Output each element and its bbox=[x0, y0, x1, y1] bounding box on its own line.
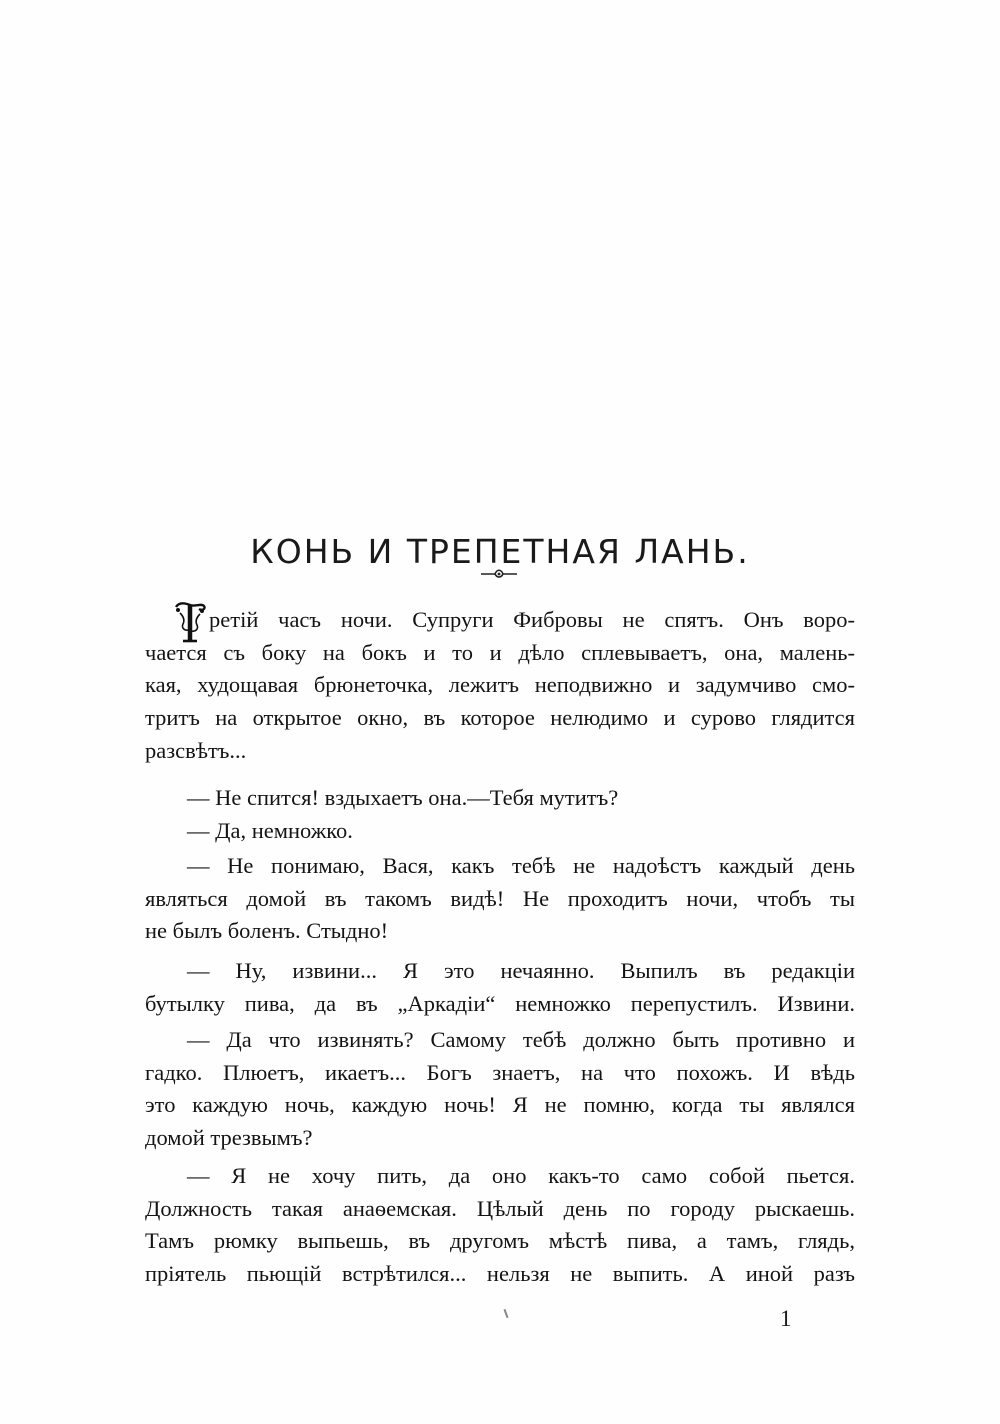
paragraph-7 bbox=[145, 1160, 855, 1291]
paragraph-5 bbox=[145, 955, 855, 1020]
title-ornament-icon bbox=[479, 566, 519, 582]
page-number: 1 bbox=[780, 1306, 792, 1331]
text-line: — Не спится! вздыхаетъ она.—Тебя мутитъ? bbox=[187, 785, 619, 810]
paragraph-6 bbox=[145, 1024, 855, 1155]
text-line: — Я не хочу пить, да оно какъ-то само собой пьется. bbox=[187, 1163, 855, 1188]
paragraph-3 bbox=[145, 815, 855, 848]
text-line: — Не понимаю, Вася, какъ тебѣ не надоѣстъ каждый день bbox=[187, 853, 855, 878]
text-line: чается съ боку на бокъ и то и дѣло сплевываетъ, она, малень- bbox=[145, 639, 855, 665]
text-line: — Ну, извини... Я это нечаянно. Выпилъ въ редакціи bbox=[187, 958, 855, 983]
text-line: Тамъ рюмку выпьешь, въ другомъ мѣстѣ пива, а тамъ, глядь, bbox=[145, 1228, 855, 1254]
paragraph-1 bbox=[145, 604, 855, 768]
text-line: тритъ на открытое окно, въ которое нелюдимо и сурово глядится bbox=[145, 705, 855, 731]
text-line: Должность такая анаѳемская. Цѣлый день по городу рыскаешь. bbox=[145, 1195, 855, 1221]
text-line: гадко. Плюетъ, икаетъ... Богъ знаетъ, на что похожъ. И вѣдь bbox=[145, 1059, 855, 1085]
text-line: — Да что извинять? Самому тебѣ должно быть противно и bbox=[187, 1027, 855, 1052]
text-line: домой трезвымъ? bbox=[145, 1125, 313, 1151]
text-line: кая, худощавая брюнеточка, лежитъ неподвижно и задумчиво смо- bbox=[145, 672, 855, 698]
text-line: пріятель пьющій встрѣтился... нельзя не выпить. А иной разъ bbox=[145, 1261, 855, 1287]
text-line: разсвѣтъ... bbox=[145, 737, 247, 763]
chapter-title: КОНЬ И ТРЕПЕТНАЯ ЛАНЬ. bbox=[250, 532, 750, 572]
text-line: это каждую ночь, каждую ночь! Я не помню, когда ты являлся bbox=[145, 1092, 855, 1118]
print-speck bbox=[504, 1309, 509, 1318]
text-line: являться домой въ такомъ видѣ! Не проходитъ ночи, чтобъ ты bbox=[145, 885, 855, 911]
text-line: бутылку пива, да въ „Аркадіи“ немножко перепустилъ. Извини. bbox=[145, 990, 855, 1016]
text-line: ретій часъ ночи. Супруги Фибровы не спятъ. Онъ воро- bbox=[209, 607, 855, 632]
text-line: — Да, немножко. bbox=[187, 818, 353, 843]
paragraph-4 bbox=[145, 850, 855, 948]
paragraph-2 bbox=[145, 782, 855, 815]
text-line: не былъ боленъ. Стыдно! bbox=[145, 918, 389, 944]
